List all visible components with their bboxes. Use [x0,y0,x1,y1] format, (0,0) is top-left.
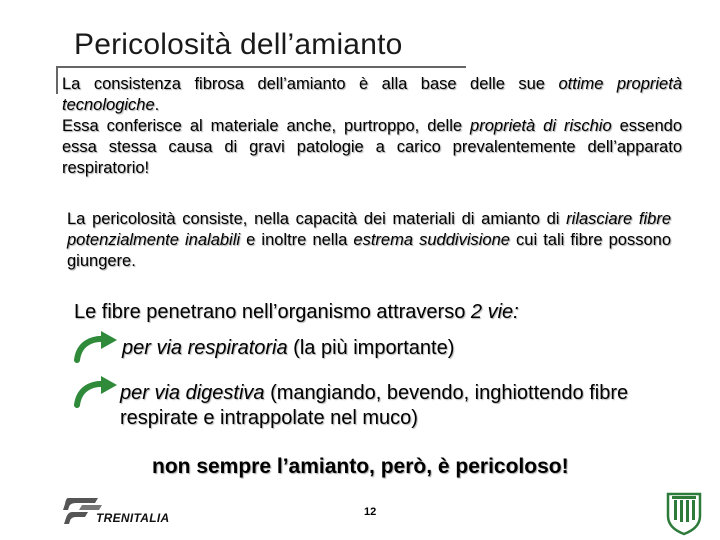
paragraph1-emphasis: ottime proprietà tecnologiche [62,75,682,114]
paragraph1-text-3: essendo essa stessa causa di gravi patologie a carico prevalentemente dell’apparato respiratorio! [62,117,683,177]
warning-statement: non sempre l’amianto, però, è pericoloso! [152,455,569,478]
paragraph-fibrous-nature [62,74,682,179]
footer-brand: TRENITALIA [96,511,170,525]
route1-text: (la più importante) [287,337,455,359]
title-vertical-rule [56,66,58,94]
paragraph2-emphasis: rilasciare fibre potenzialmente inalabili [67,210,672,249]
route-respiratory [122,336,454,361]
slide-title: Pericolosità dell’amianto [74,28,403,61]
routes-intro [74,301,519,324]
route1-emphasis: per via respiratoria [122,337,288,359]
title-underline [56,66,466,68]
paragraph-danger [67,209,671,272]
route2-text: (mangiando, bevendo, inghiottendo fibre respirate e intrappolate nel muco) [120,382,629,429]
paragraph2-text-2: e inoltre nella [240,231,354,249]
route2-emphasis: per via digestiva [120,382,265,404]
paragraph2-text: La pericolosità consiste, nella capacità dei materiali di amianto di [67,210,567,228]
paragraph1-text-2: Essa conferisce al materiale anche, purtroppo, delle [62,117,471,135]
routes-intro-text: Le fibre penetrano nell’organismo attraverso [74,301,471,323]
paragraph2-emphasis-2: estrema suddivisione [353,231,510,249]
paragraph1-period: . [154,96,160,114]
page-number: 12 [364,506,377,518]
curved-arrow-icon [73,330,119,364]
paragraph1-text: La consistenza fibrosa dell’amianto è alla base delle sue [62,75,559,93]
paragraph2-text-3: cui tali fibre possono giungere. [67,231,671,270]
route-digestive [120,381,700,431]
curved-arrow-icon [73,375,119,409]
routes-intro-emphasis: 2 vie: [470,301,519,323]
paragraph1-emphasis-2: proprietà di rischio [470,117,612,135]
crest-icon [664,488,704,536]
